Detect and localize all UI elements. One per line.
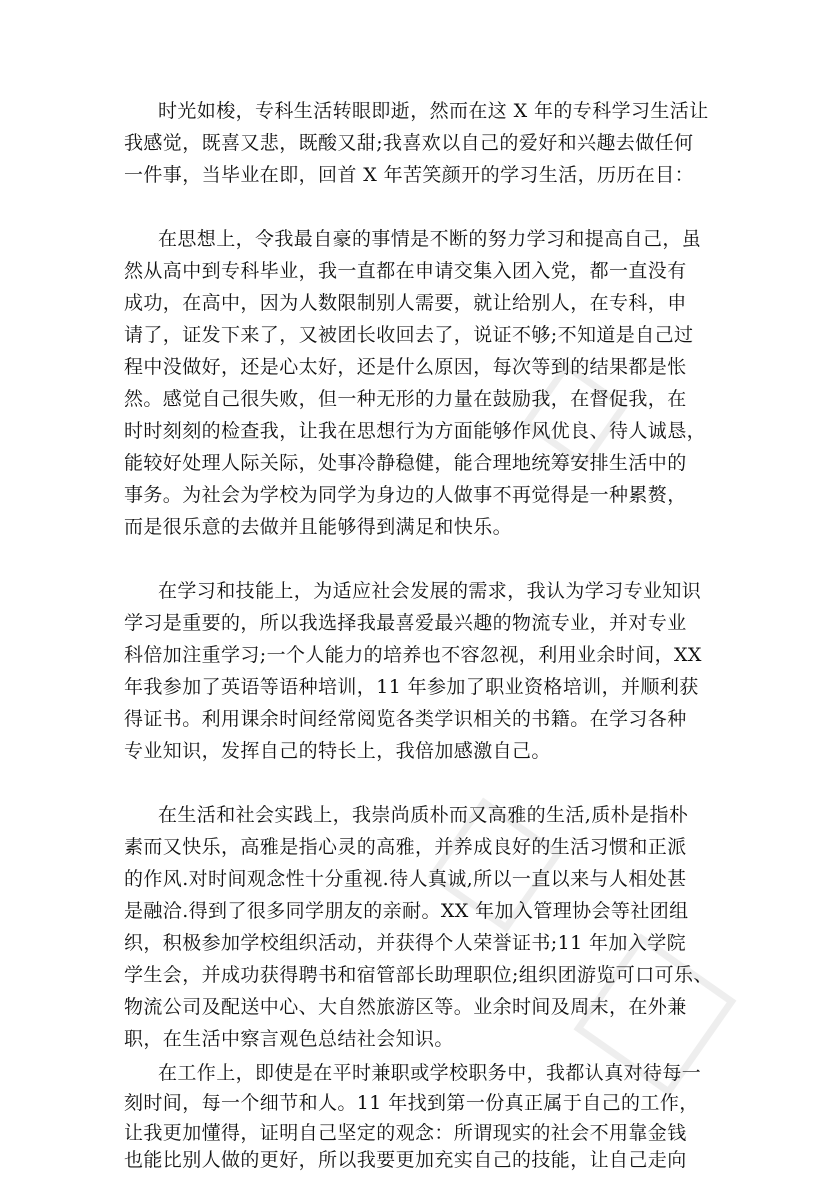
text-line: 的作风.对时间观念性十分重视.待人真诚,所以一直以来与人相处甚 (124, 868, 687, 890)
text-line: 请了，证发下来了，又被团长收回去了，说证不够;不知道是自己过 (124, 324, 694, 346)
text-line: 素而又快乐，高雅是指心灵的高雅，并养成良好的生活习惯和正派 (124, 836, 687, 858)
text-line: 织，积极参加学校组织活动，并获得个人荣誉证书;11 年加入学院 (124, 932, 687, 954)
text-line: 物流公司及配送中心、大自然旅游区等。业余时间及周末，在外兼 (124, 996, 687, 1018)
text-line: 时时刻刻的检查我，让我在思想行为方面能够作风优良、待人诚恳， (124, 420, 707, 442)
text-line: 我感觉，既喜又悲，既酸又甜;我喜欢以自己的爱好和兴趣去做任何 (124, 132, 694, 154)
text-line: 然。感觉自己很失败，但一种无形的力量在鼓励我，在督促我，在 (124, 388, 687, 410)
text-line: 然从高中到专科毕业，我一直都在申请交集入团入党，都一直没有 (124, 260, 687, 282)
text-line: 一件事，当毕业在即，回首 X 年苦笑颜开的学习生活，历历在目： (124, 164, 695, 186)
text-line: 科倍加注重学习;一个人能力的培养也不容忽视，利用业余时间，XX (124, 644, 702, 666)
text-line: 是融洽.得到了很多同学朋友的亲耐。XX 年加入管理协会等社团组 (124, 900, 689, 922)
text-line: 能较好处理人际关际，处事冷静稳健，能合理地统筹安排生活中的 (124, 452, 687, 474)
text-line: 刻时间，每一个细节和人。11 年找到第一份真正属于自己的工作， (124, 1092, 699, 1114)
text-line: 成功，在高中，因为人数限制别人需要，就让给别人，在专科，申 (124, 292, 687, 314)
text-line: 让我更加懂得，证明自己坚定的观念：所谓现实的社会不用靠金钱 (124, 1122, 687, 1144)
text-line: 学习是重要的，所以我选择我最喜爱最兴趣的物流专业，并对专业 (124, 612, 687, 634)
text-line: 在学习和技能上，为适应社会发展的需求，我认为学习专业知识 (158, 580, 702, 602)
text-line: 在工作上，即使是在平时兼职或学校职务中，我都认真对待每一 (158, 1062, 702, 1084)
text-line: 程中没做好，还是心太好，还是什么原因，每次等到的结果都是怅 (124, 356, 687, 378)
text-line: 得证书。利用课余时间经常阅览各类学识相关的书籍。在学习各种 (124, 708, 687, 730)
text-line: 职，在生活中察言观色总结社会知识。 (124, 1028, 454, 1050)
text-line: 专业知识，发挥自己的特长上，我倍加感激自己。 (124, 740, 551, 762)
text-line: 学生会，并成功获得聘书和宿管部长助理职位;组织团游览可口可乐、 (124, 964, 713, 986)
text-line: 也能比别人做的更好，所以我要更加充实自己的技能，让自己走向 (124, 1149, 687, 1171)
text-line: 事务。为社会为学校为同学为身边的人做事不再觉得是一种累赘， (124, 484, 687, 506)
text-line: 而是很乐意的去做并且能够得到满足和快乐。 (124, 516, 513, 538)
text-line: 在生活和社会实践上，我崇尚质朴而又高雅的生活,质朴是指朴 (158, 804, 689, 826)
text-line: 时光如梭，专科生活转眼即逝，然而在这 X 年的专科学习生活让 (158, 100, 709, 122)
text-line: 在思想上，令我最自豪的事情是不断的努力学习和提高自己，虽 (158, 228, 702, 250)
text-line: 年我参加了英语等语种培训，11 年参加了职业资格培训，并顺利获 (124, 676, 699, 698)
